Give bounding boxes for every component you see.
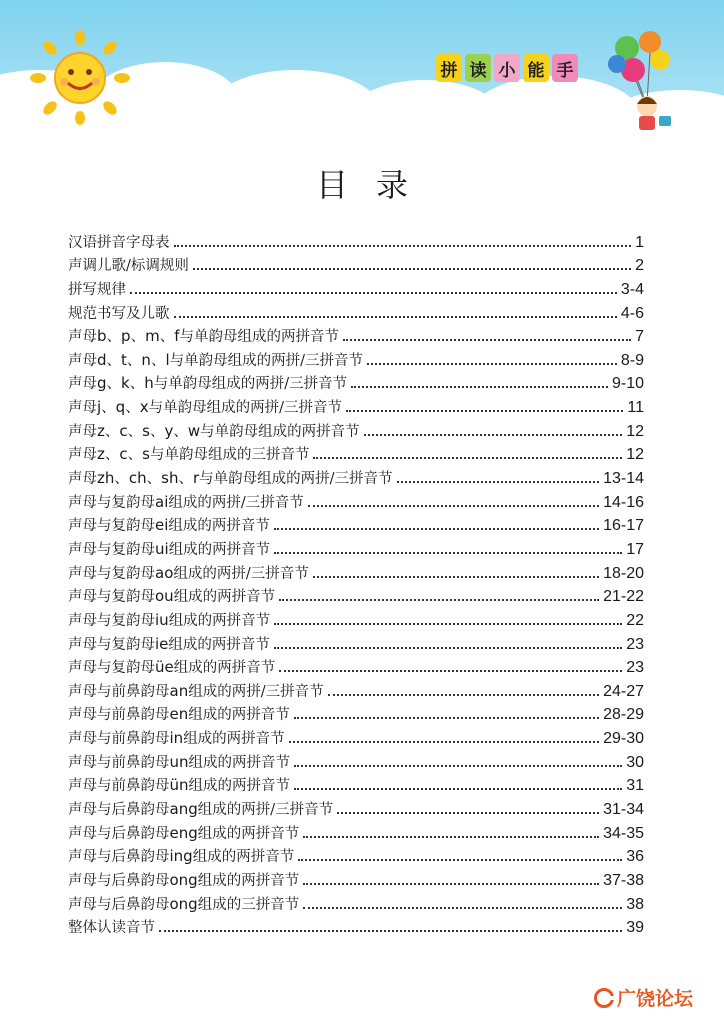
- dot-leader: [174, 316, 617, 318]
- toc-entry[interactable]: [68, 393, 644, 417]
- dot-leader: [294, 788, 622, 790]
- toc-entry-page: 23: [626, 659, 644, 677]
- dot-leader: [303, 883, 599, 885]
- dot-leader: [397, 481, 600, 483]
- toc-entry[interactable]: [68, 701, 644, 725]
- dot-leader: [294, 765, 622, 767]
- toc-entry-title: 拼写规律: [68, 281, 126, 298]
- sun-icon: [30, 30, 130, 125]
- dot-leader: [289, 741, 599, 743]
- dot-leader: [346, 410, 623, 412]
- toc-entry-page: 29-30: [603, 730, 644, 748]
- girl-with-balloons-illustration: [605, 28, 705, 138]
- toc-entry-page: 7: [635, 328, 644, 346]
- toc-entry-page: 13-14: [603, 470, 644, 488]
- dot-leader: [274, 552, 622, 554]
- toc-entry-page: 2: [635, 257, 644, 275]
- toc-entry[interactable]: [68, 819, 644, 843]
- toc-entry[interactable]: [68, 464, 644, 488]
- toc-entry[interactable]: [68, 275, 644, 299]
- dot-leader: [367, 363, 617, 365]
- toc-entry[interactable]: [68, 417, 644, 441]
- table-of-contents: [68, 228, 644, 937]
- toc-entry[interactable]: [68, 323, 644, 347]
- dot-leader: [308, 505, 599, 507]
- toc-entry-title: 声母g、k、h与单韵母组成的两拼/三拼音节: [68, 374, 348, 393]
- toc-entry-page: 30: [626, 753, 644, 771]
- toc-entry-page: 36: [626, 848, 644, 866]
- toc-entry-title: 规范书写及儿歌: [68, 305, 170, 322]
- toc-entry[interactable]: [68, 630, 644, 654]
- dot-leader: [298, 859, 622, 861]
- toc-entry[interactable]: [68, 772, 644, 796]
- toc-entry-title: 声母与复韵母ao组成的两拼/三拼音节: [68, 563, 309, 582]
- toc-entry[interactable]: [68, 370, 644, 394]
- dot-leader: [337, 812, 599, 814]
- toc-entry[interactable]: [68, 346, 644, 370]
- toc-entry-title: 声母与复韵母ui组成的两拼音节: [68, 539, 271, 558]
- toc-entry-page: 21-22: [603, 588, 644, 606]
- dot-leader: [274, 623, 622, 625]
- toc-entry-page: 39: [626, 919, 644, 937]
- dot-leader: [313, 457, 622, 459]
- toc-entry[interactable]: [68, 795, 644, 819]
- toc-entry[interactable]: [68, 677, 644, 701]
- dot-leader: [313, 576, 599, 578]
- toc-entry[interactable]: [68, 914, 644, 938]
- toc-entry-page: 24-27: [603, 682, 644, 700]
- toc-entry[interactable]: [68, 488, 644, 512]
- dot-leader: [193, 268, 631, 270]
- toc-entry-page: 34-35: [603, 824, 644, 842]
- toc-entry[interactable]: [68, 299, 644, 323]
- toc-entry-page: 3-4: [620, 280, 644, 298]
- dot-leader: [303, 907, 622, 909]
- toc-entry-title: 声母z、c、s、y、w与单韵母组成的两拼音节: [68, 421, 360, 440]
- toc-entry-title: 声母与后鼻韵母ang组成的两拼/三拼音节: [68, 800, 334, 819]
- toc-entry-page: 31: [626, 777, 644, 795]
- toc-entry[interactable]: [68, 654, 644, 678]
- toc-entry-title: 声母与前鼻韵母ün组成的两拼音节: [68, 776, 291, 795]
- toc-entry-title: 声母zh、ch、sh、r与单韵母组成的两拼/三拼音节: [68, 469, 393, 488]
- toc-entry[interactable]: [68, 252, 644, 276]
- dot-leader: [130, 292, 617, 294]
- title-badge: 读: [465, 54, 491, 82]
- toc-entry[interactable]: [68, 559, 644, 583]
- title-badge: 能: [523, 54, 549, 82]
- toc-entry-page: 38: [626, 895, 644, 913]
- dot-leader: [279, 599, 599, 601]
- toc-entry[interactable]: [68, 843, 644, 867]
- toc-entry-title: 声母与前鼻韵母un组成的两拼音节: [68, 752, 291, 771]
- toc-entry-title: 声母b、p、m、f与单韵母组成的两拼音节: [68, 327, 339, 346]
- dot-leader: [303, 836, 599, 838]
- toc-entry-page: 8-9: [620, 351, 644, 369]
- dot-leader: [274, 528, 599, 530]
- dot-leader: [274, 647, 622, 649]
- dot-leader: [351, 386, 608, 388]
- toc-entry-page: 12: [626, 422, 644, 440]
- toc-entry-page: 18-20: [603, 564, 644, 582]
- toc-entry-title: 声母与复韵母üe组成的两拼音节: [68, 658, 276, 677]
- toc-entry-title: 声母与复韵母iu组成的两拼音节: [68, 610, 271, 629]
- toc-entry-page: 16-17: [603, 517, 644, 535]
- forum-watermark: [594, 984, 693, 1011]
- toc-entry[interactable]: [68, 441, 644, 465]
- dot-leader: [328, 694, 599, 696]
- toc-entry[interactable]: [68, 535, 644, 559]
- toc-entry[interactable]: [68, 748, 644, 772]
- dot-leader: [364, 434, 623, 436]
- title-badge: 小: [494, 54, 520, 82]
- toc-entry[interactable]: [68, 512, 644, 536]
- toc-entry-title: 声母与后鼻韵母ong组成的两拼音节: [68, 870, 300, 889]
- toc-entry-page: 1: [635, 233, 644, 251]
- toc-entry-title: 声母与前鼻韵母en组成的两拼音节: [68, 705, 290, 724]
- toc-entry[interactable]: [68, 866, 644, 890]
- dot-leader: [159, 930, 622, 932]
- watermark-text: 广饶论坛: [617, 988, 694, 1010]
- toc-entry-page: 28-29: [603, 706, 644, 724]
- toc-entry-title: 声母与后鼻韵母ong组成的三拼音节: [68, 894, 300, 913]
- toc-entry-title: 声母d、t、n、l与单韵母组成的两拼/三拼音节: [68, 350, 363, 369]
- toc-entry-page: 31-34: [603, 801, 644, 819]
- toc-entry-title: 声母与后鼻韵母eng组成的两拼音节: [68, 823, 300, 842]
- toc-entry-page: 11: [627, 399, 644, 417]
- toc-entry-page: 9-10: [611, 375, 644, 393]
- toc-entry[interactable]: [68, 724, 644, 748]
- dot-leader: [279, 670, 622, 672]
- toc-entry-title: 汉语拼音字母表: [68, 234, 170, 251]
- toc-entry-title: 声母与复韵母ie组成的两拼音节: [68, 634, 270, 653]
- toc-entry-page: 17: [626, 540, 644, 558]
- page-header: [0, 0, 724, 160]
- toc-entry-page: 22: [626, 611, 644, 629]
- page-title: 目录: [315, 166, 436, 204]
- dot-leader: [174, 245, 632, 247]
- toc-entry-title: 声母z、c、s与单韵母组成的三拼音节: [68, 445, 310, 464]
- toc-entry-page: 23: [626, 635, 644, 653]
- dot-leader: [343, 339, 631, 341]
- book-title-badges: [436, 54, 578, 82]
- toc-entry-title: 整体认读音节: [68, 920, 155, 937]
- toc-entry[interactable]: [68, 228, 644, 252]
- toc-entry-title: 声母与前鼻韵母in组成的两拼音节: [68, 729, 285, 748]
- title-badge: 拼: [436, 54, 462, 82]
- toc-entry-page: 14-16: [603, 493, 644, 511]
- toc-entry-title: 声母与复韵母ou组成的两拼音节: [68, 587, 276, 606]
- forum-logo-icon: [594, 988, 614, 1008]
- toc-entry[interactable]: [68, 890, 644, 914]
- toc-entry-page: 4-6: [620, 304, 644, 322]
- toc-entry[interactable]: [68, 583, 644, 607]
- toc-entry-title: 声母与后鼻韵母ing组成的两拼音节: [68, 847, 295, 866]
- dot-leader: [294, 717, 599, 719]
- toc-entry-page: 37-38: [603, 871, 644, 889]
- title-badge: 手: [552, 54, 578, 82]
- toc-entry-title: 声母与复韵母ai组成的两拼/三拼音节: [68, 492, 304, 511]
- toc-entry-page: 12: [626, 446, 644, 464]
- toc-entry-title: 声母与复韵母ei组成的两拼音节: [68, 516, 270, 535]
- toc-entry-title: 声调儿歌/标调规则: [68, 258, 189, 275]
- toc-entry-title: 声母j、q、x与单韵母组成的两拼/三拼音节: [68, 398, 342, 417]
- toc-entry-title: 声母与前鼻韵母an组成的两拼/三拼音节: [68, 681, 324, 700]
- toc-entry[interactable]: [68, 606, 644, 630]
